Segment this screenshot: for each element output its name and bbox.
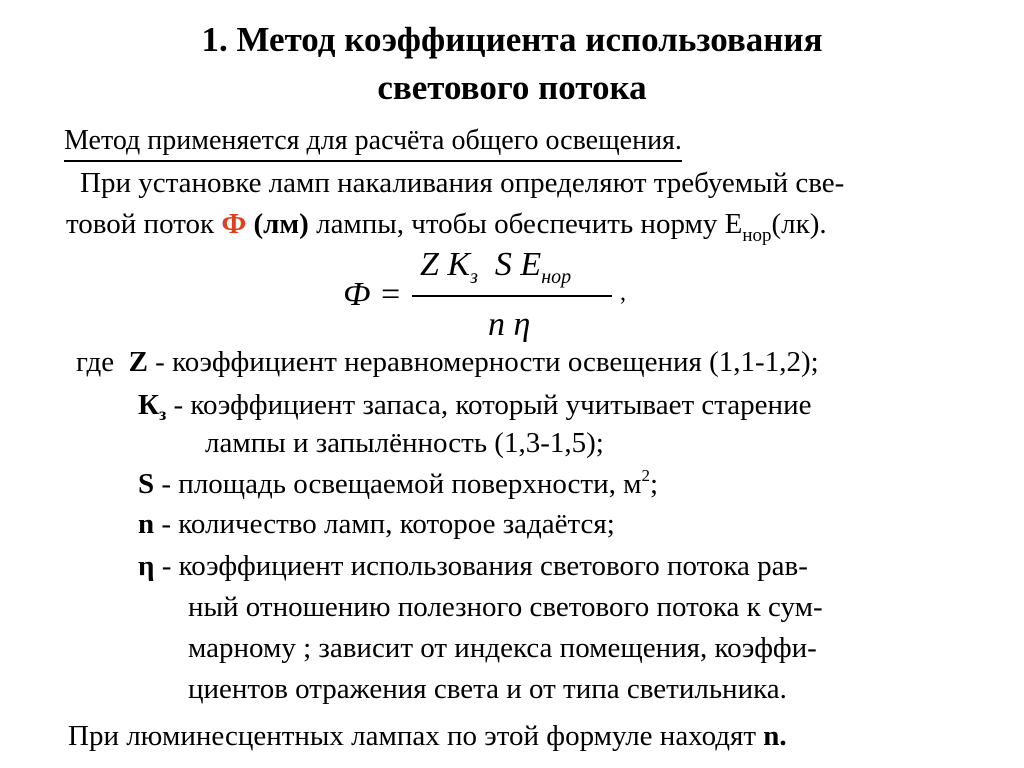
s-description: - площадь освещаемой поверхности, м xyxy=(154,468,642,500)
definition-s xyxy=(138,467,658,505)
eta-description: - коэффициент использования светового потока рав- xyxy=(154,550,808,582)
paragraph-text: лампы, чтобы обеспечить норму Е xyxy=(308,208,743,240)
paragraph-line-2 xyxy=(66,207,827,245)
k-subscript: з xyxy=(159,404,167,424)
formula-comma: , xyxy=(620,280,626,306)
s-end: ; xyxy=(649,468,659,500)
definition-z xyxy=(76,345,819,379)
paragraph-line-1: При установке ламп накаливания определяют требуемый све- xyxy=(80,167,845,199)
conclusion-text: При люминесцентных лампах по этой формуле находят xyxy=(68,720,764,752)
definition-eta-line-1 xyxy=(138,549,808,583)
definition-k-line-1 xyxy=(138,388,811,425)
conclusion xyxy=(68,719,787,753)
formula-k-subscript: з xyxy=(470,266,478,288)
formula-e: E xyxy=(520,246,542,283)
n-symbol: n xyxy=(138,508,155,540)
definition-k-line-2: лампы и запылённость (1,3-1,5); xyxy=(205,427,604,459)
slide-title-line-1: 1. Метод коэффициента использования xyxy=(201,20,823,59)
flux-symbol: Ф xyxy=(221,208,247,240)
formula-lhs: Ф = xyxy=(343,276,402,313)
s-superscript: 2 xyxy=(641,466,650,485)
eta-symbol: η xyxy=(138,550,155,582)
z-symbol: Z xyxy=(128,346,148,378)
formula-denominator: n η xyxy=(488,306,531,343)
definition-eta-line-3: марному ; зависит от индекса помещения, коэффи- xyxy=(188,632,817,664)
formula-k: K xyxy=(447,246,471,283)
paragraph-text: (лк). xyxy=(771,208,827,240)
formula-s: S xyxy=(494,246,512,283)
k-description: - коэффициент запаса, который учитывает старение xyxy=(166,389,812,421)
fraction-line xyxy=(412,295,612,297)
formula-e-subscript: нор xyxy=(541,266,572,288)
formula-z: Z xyxy=(420,246,439,283)
intro-sentence: Метод применяется для расчёта общего освещения. xyxy=(64,124,682,162)
definition-n xyxy=(138,507,615,541)
paragraph-text: товой поток xyxy=(66,208,222,240)
definition-eta-line-4: циентов отражения света и от типа светильника. xyxy=(188,673,787,705)
k-symbol: К xyxy=(138,389,160,421)
n-description: - количество ламп, которое задаётся; xyxy=(154,508,615,540)
formula-numerator xyxy=(420,246,572,288)
slide-title-line-2: светового потока xyxy=(377,68,647,107)
norm-subscript: нор xyxy=(742,225,772,246)
conclusion-symbol: n. xyxy=(763,720,787,752)
flux-unit: (лм) xyxy=(246,208,309,240)
z-description: - коэффициент неравномерности освещения (1,1-1,2); xyxy=(147,346,819,378)
where-word: где xyxy=(76,346,115,378)
s-symbol: S xyxy=(138,468,155,500)
definition-eta-line-2: ный отношению полезного светового потока к сум- xyxy=(188,591,823,623)
